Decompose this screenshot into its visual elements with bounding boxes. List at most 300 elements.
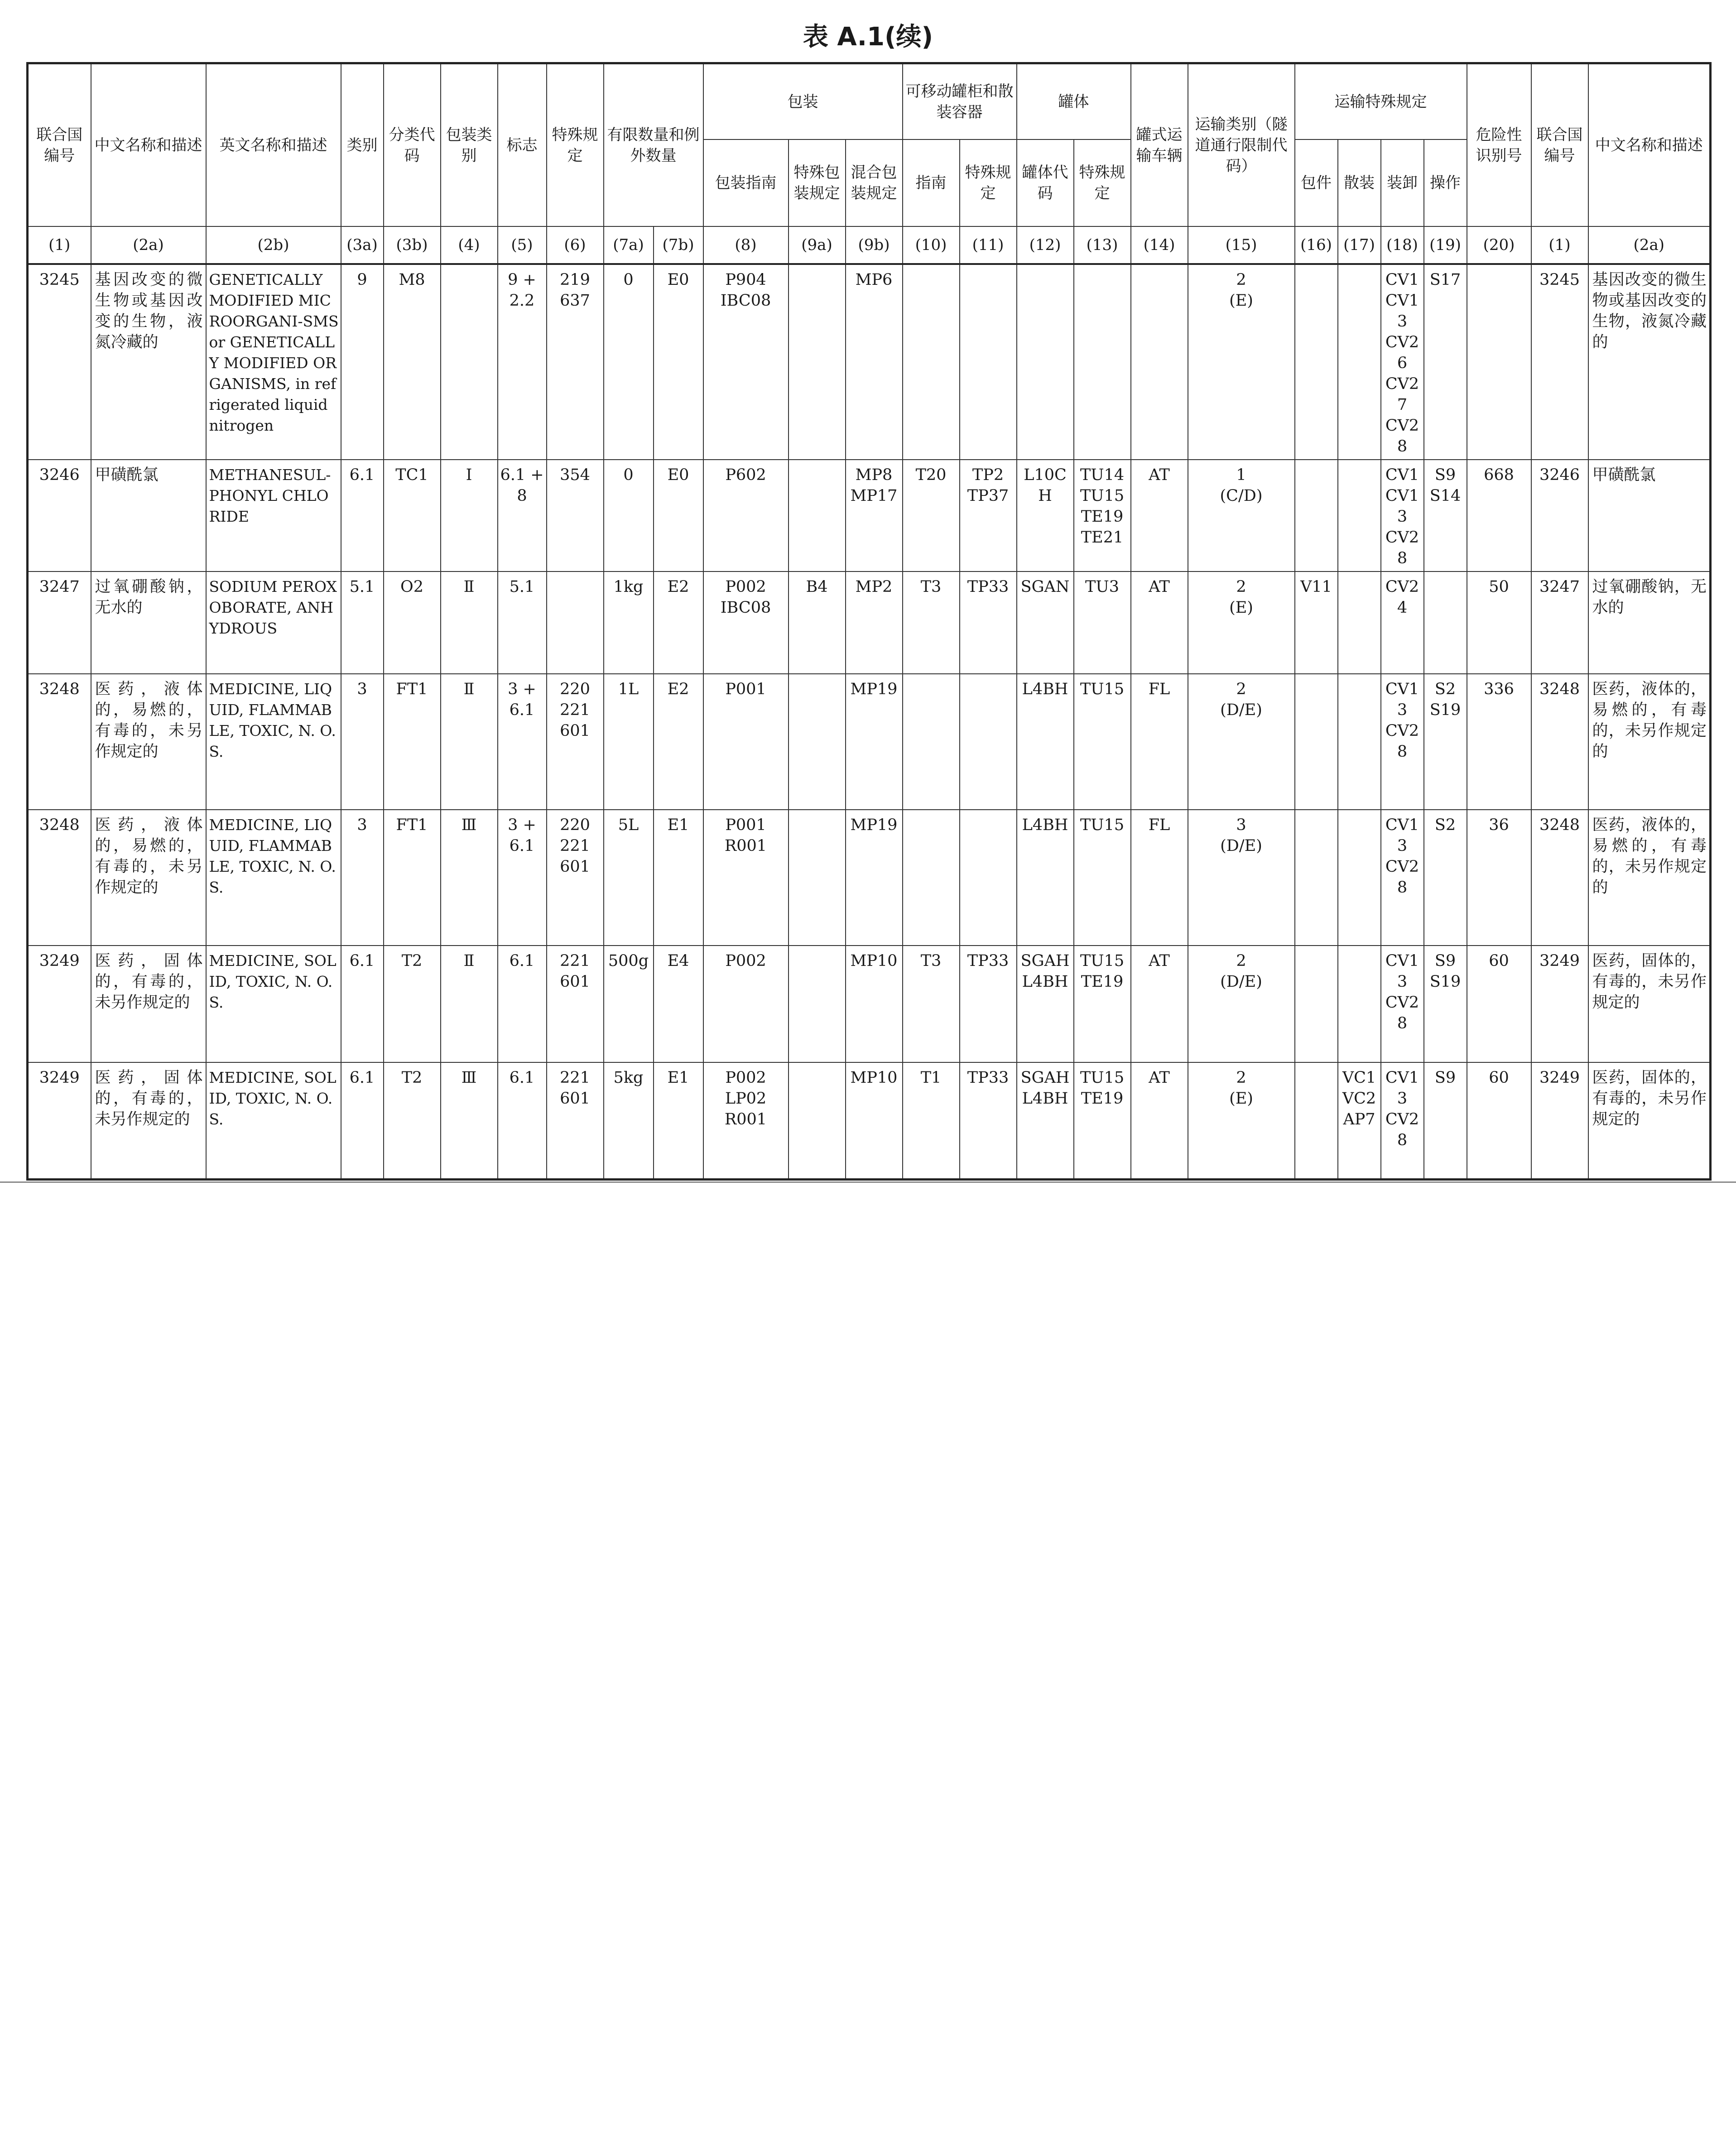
cell-packing-group [441, 571, 498, 674]
column-number-cell: (7b) [654, 226, 703, 264]
cell-line: 3 [1236, 816, 1246, 834]
cell-special-pkg [789, 1062, 846, 1179]
cell-line: 3249 [1539, 952, 1580, 970]
column-number-cell: (18) [1381, 226, 1424, 264]
column-number-cell: (2a) [91, 226, 206, 264]
cell-line: 5L [618, 816, 639, 834]
table-row [28, 460, 1711, 571]
cell-special-provisions [547, 460, 604, 571]
cell-line: 医药，液体的，易燃的，有毒的，未另作规定的 [1592, 680, 1707, 761]
cell-pt-special [960, 810, 1017, 946]
cell-special-provisions [547, 674, 604, 810]
cell-line: 医药，固体的，有毒的，未另作规定的 [95, 1069, 203, 1128]
cell-line: CV24 [1385, 578, 1419, 617]
column-number-cell: (3a) [341, 226, 384, 264]
cell-line: SGAH [1020, 1069, 1070, 1087]
cell-special-provisions [547, 810, 604, 946]
cell-tank-special [1074, 946, 1131, 1062]
cell-line: 医药，固体的，有毒的，未另作规定的 [1592, 952, 1707, 1012]
cell-line: 3247 [39, 578, 80, 596]
cell-special-provisions [547, 571, 604, 674]
cell-line: 6.1 [509, 1069, 535, 1087]
cell-line: 9 + 2.2 [508, 271, 536, 310]
cell-excepted-qty [654, 571, 703, 674]
cell-line: SGAH [1020, 952, 1070, 970]
cell-line: 3247 [1539, 578, 1580, 596]
cell-line: Ⅲ [461, 816, 477, 834]
cell-line: TE21 [1081, 528, 1124, 547]
cell-class [341, 571, 384, 674]
cell-tank-special [1074, 264, 1131, 460]
cell-pkg-instructions [703, 674, 789, 810]
header-ts-packages: 包件 [1295, 139, 1338, 226]
cell-line: 3 [357, 816, 367, 834]
cell-line: 过氧硼酸钠，无水的 [95, 578, 203, 617]
cell-excepted-qty [654, 674, 703, 810]
cell-line: 0 [623, 271, 634, 289]
cell-line: T20 [915, 466, 947, 484]
cell-line: MP17 [850, 487, 898, 505]
cell-line: P602 [725, 466, 766, 484]
cell-line: L4BH [1022, 973, 1068, 991]
cell-name-en [206, 810, 341, 946]
cell-ts-packages [1295, 460, 1338, 571]
cell-line: E0 [667, 466, 689, 484]
cell-packing-group [441, 264, 498, 460]
cell-tank-code [1017, 674, 1074, 810]
table-row [28, 1062, 1711, 1179]
cell-line: 2 [1236, 1069, 1246, 1087]
cell-line: FL [1148, 816, 1170, 834]
column-number-cell: (2b) [206, 226, 341, 264]
table-row [28, 571, 1711, 674]
table-title: 表 A.1(续) [803, 22, 933, 52]
cell-line: MEDICINE, SOLID, TOXIC, N. O. S. [209, 1069, 337, 1128]
header-limited-qty: 有限数量和例外数量 [604, 63, 703, 227]
cell-line: AP7 [1343, 1110, 1375, 1128]
cell-un-no-2 [1531, 1062, 1588, 1179]
cell-name-cn [91, 946, 206, 1062]
cell-ts-operation [1424, 674, 1467, 810]
cell-class [341, 460, 384, 571]
cell-ts-operation [1424, 460, 1467, 571]
cell-line: 6.1 [509, 952, 535, 970]
header-pt-instructions: 指南 [903, 139, 960, 226]
cell-class-code [384, 946, 441, 1062]
header-special-provisions: 特殊规定 [547, 63, 604, 227]
cell-line: VC1 [1342, 1069, 1376, 1087]
cell-limited-qty [604, 460, 654, 571]
cell-line: SODIUM PEROXOBORATE, ANHYDROUS [209, 578, 337, 637]
cell-line: CV28 [1385, 722, 1419, 761]
header-tank-special: 特殊规定 [1074, 139, 1131, 226]
cell-labels [498, 264, 547, 460]
header-name-cn: 中文名称和描述 [91, 63, 206, 227]
cell-line: S19 [1429, 973, 1461, 991]
cell-line: TU15 [1080, 816, 1125, 834]
cell-line: MP19 [850, 680, 898, 698]
cell-tank-vehicle [1131, 674, 1188, 810]
column-number-cell: (19) [1424, 226, 1467, 264]
cell-mixed-pkg [846, 1062, 903, 1179]
cell-line: T2 [401, 952, 423, 970]
cell-line: 医药，液体的，易燃的，有毒的，未另作规定的 [1592, 816, 1707, 897]
table-row [28, 674, 1711, 810]
cell-line: 1kg [613, 578, 644, 596]
column-number-cell: (2a) [1588, 226, 1711, 264]
cell-class-code [384, 674, 441, 810]
cell-line: 0 [623, 466, 634, 484]
cell-mixed-pkg [846, 674, 903, 810]
cell-line: CV13 [1385, 816, 1419, 855]
cell-line: MP10 [850, 1069, 898, 1087]
cell-name-cn-2 [1588, 810, 1711, 946]
cell-line: 医药，液体的，易燃的，有毒的，未另作规定的 [95, 680, 203, 761]
cell-line: M8 [399, 271, 425, 289]
cell-line: 601 [560, 722, 590, 740]
cell-line: E2 [667, 578, 689, 596]
cell-name-en [206, 674, 341, 810]
cell-line: AT [1149, 578, 1170, 596]
cell-line: 3249 [1539, 1069, 1580, 1087]
column-number-cell: (12) [1017, 226, 1074, 264]
cell-class-code [384, 264, 441, 460]
cell-name-cn [91, 810, 206, 946]
cell-packing-group [441, 1062, 498, 1179]
cell-name-en [206, 264, 341, 460]
cell-tank-vehicle [1131, 946, 1188, 1062]
header-pt-special: 特殊规定 [960, 139, 1017, 226]
cell-name-cn [91, 460, 206, 571]
cell-line: METHANESUL-PHONYL CHLORIDE [209, 466, 331, 525]
cell-class [341, 264, 384, 460]
cell-tank-code [1017, 810, 1074, 946]
cell-line: P002 [725, 952, 766, 970]
cell-tank-code [1017, 264, 1074, 460]
cell-line: E4 [667, 952, 689, 970]
cell-line: E0 [667, 271, 689, 289]
cell-line: 3249 [39, 952, 80, 970]
cell-class [341, 1062, 384, 1179]
cell-excepted-qty [654, 460, 703, 571]
cell-transport-category [1188, 946, 1295, 1062]
cell-name-cn-2 [1588, 460, 1711, 571]
cell-line: E2 [667, 680, 689, 698]
cell-line: P904 [725, 271, 766, 289]
cell-special-pkg [789, 946, 846, 1062]
cell-pt-instructions [903, 810, 960, 946]
cell-line: MEDICINE, LIQUID, FLAMMABLE, TOXIC, N. O. S. [209, 680, 336, 760]
cell-ts-bulk [1338, 571, 1381, 674]
cell-line: 甲磺酰氯 [1592, 466, 1656, 484]
cell-limited-qty [604, 810, 654, 946]
cell-line: 2 [1236, 680, 1246, 698]
cell-line: CV28 [1385, 417, 1419, 456]
cell-mixed-pkg [846, 460, 903, 571]
cell-line: 过氧硼酸钠，无水的 [1592, 578, 1707, 617]
cell-line: L4BH [1022, 1090, 1068, 1108]
cell-line: TU15 [1080, 952, 1125, 970]
cell-pt-instructions [903, 946, 960, 1062]
table-row [28, 810, 1711, 946]
cell-labels [498, 810, 547, 946]
column-number-row [28, 226, 1711, 264]
cell-line: 医药，液体的，易燃的，有毒的，未另作规定的 [95, 816, 203, 897]
cell-un-no [28, 460, 91, 571]
cell-line: 601 [560, 973, 590, 991]
cell-line: VC2 [1342, 1090, 1376, 1108]
cell-hazard-id [1467, 1062, 1531, 1179]
header-tank-code: 罐体代码 [1017, 139, 1074, 226]
header-labels: 标志 [498, 63, 547, 227]
cell-hazard-id [1467, 946, 1531, 1062]
column-number-cell: (17) [1338, 226, 1381, 264]
cell-pt-special [960, 571, 1017, 674]
cell-line: S19 [1429, 701, 1461, 719]
cell-hazard-id [1467, 264, 1531, 460]
cell-line: 6.1 [349, 466, 375, 484]
cell-line: CV1 [1385, 271, 1419, 289]
cell-line: CV28 [1385, 994, 1419, 1032]
dangerous-goods-table [26, 62, 1712, 1181]
cell-line: AT [1149, 952, 1170, 970]
cell-line: 3246 [1539, 466, 1580, 484]
cell-tank-special [1074, 1062, 1131, 1179]
cell-pt-special [960, 460, 1017, 571]
cell-labels [498, 946, 547, 1062]
cell-tank-code [1017, 571, 1074, 674]
cell-class-code [384, 571, 441, 674]
cell-class-code [384, 460, 441, 571]
cell-line: 2 [1236, 578, 1246, 596]
cell-pkg-instructions [703, 264, 789, 460]
header-packing-group: 包装类别 [441, 63, 498, 227]
cell-line: 2 [1236, 271, 1246, 289]
cell-ts-bulk [1338, 674, 1381, 810]
cell-ts-operation [1424, 1062, 1467, 1179]
cell-tank-vehicle [1131, 571, 1188, 674]
cell-line: 220 [560, 680, 590, 698]
column-number-cell: (3b) [384, 226, 441, 264]
cell-line: 60 [1489, 952, 1509, 970]
cell-line: 3248 [1539, 816, 1580, 834]
cell-class [341, 674, 384, 810]
cell-line: TE19 [1081, 973, 1124, 991]
cell-line: 3246 [39, 466, 80, 484]
cell-mixed-pkg [846, 571, 903, 674]
cell-line: O2 [400, 578, 423, 596]
cell-line: 601 [560, 1090, 590, 1108]
cell-ts-loading [1381, 571, 1424, 674]
cell-hazard-id [1467, 460, 1531, 571]
cell-name-cn [91, 264, 206, 460]
cell-un-no [28, 946, 91, 1062]
header-name-cn-2: 中文名称和描述 [1588, 63, 1711, 227]
cell-line: 637 [560, 292, 590, 310]
cell-transport-category [1188, 674, 1295, 810]
cell-line: LP02 [725, 1090, 767, 1108]
cell-special-pkg [789, 674, 846, 810]
cell-labels [498, 460, 547, 571]
cell-line: I [466, 466, 472, 484]
header-transport-special: 运输特殊规定 [1295, 63, 1467, 140]
cell-line: S17 [1429, 271, 1461, 289]
cell-limited-qty [604, 674, 654, 810]
cell-line: 3 [357, 680, 367, 698]
cell-line: GENETICALLY MODIFIED MICROORGANI-SMS or GENETICALLY MODIFIED ORGANISMS, in refrigerated liquid nitrogen [209, 271, 339, 434]
cell-ts-bulk [1338, 946, 1381, 1062]
cell-pkg-instructions [703, 460, 789, 571]
cell-line: 601 [560, 858, 590, 876]
cell-line: E1 [667, 816, 689, 834]
cell-class-code [384, 1062, 441, 1179]
header-un-no: 联合国编号 [28, 63, 91, 227]
cell-line: CV28 [1385, 1110, 1419, 1149]
cell-name-cn-2 [1588, 264, 1711, 460]
header-tanks: 罐体 [1017, 63, 1131, 140]
cell-name-cn-2 [1588, 946, 1711, 1062]
cell-transport-category [1188, 264, 1295, 460]
cell-line: CV13 [1385, 680, 1419, 719]
cell-line: (E) [1229, 292, 1253, 310]
cell-ts-operation [1424, 264, 1467, 460]
cell-limited-qty [604, 264, 654, 460]
cell-name-cn [91, 1062, 206, 1179]
cell-line: 336 [1484, 680, 1514, 698]
cell-line: TU15 [1080, 1069, 1125, 1087]
column-number-cell: (9a) [789, 226, 846, 264]
cell-line: 甲磺酰氯 [95, 466, 159, 484]
cell-line: (D/E) [1220, 837, 1262, 855]
cell-tank-vehicle [1131, 810, 1188, 946]
column-number-cell: (16) [1295, 226, 1338, 264]
cell-un-no-2 [1531, 810, 1588, 946]
cell-line: IBC08 [720, 292, 771, 310]
cell-line: Ⅲ [461, 1069, 477, 1087]
cell-line: 3245 [39, 271, 80, 289]
cell-tank-special [1074, 460, 1131, 571]
cell-labels [498, 1062, 547, 1179]
cell-special-provisions [547, 264, 604, 460]
cell-line: 6.1 [349, 1069, 375, 1087]
cell-line: 50 [1489, 578, 1509, 596]
cell-line: 3248 [39, 816, 80, 834]
cell-line: Ⅱ [463, 680, 475, 698]
cell-line: TU15 [1080, 680, 1125, 698]
cell-ts-operation [1424, 946, 1467, 1062]
cell-name-en [206, 460, 341, 571]
cell-tank-code [1017, 460, 1074, 571]
cell-line: 基因改变的微生物或基因改变的生物，液氮冷藏的 [95, 271, 203, 351]
cell-line: CV13 [1385, 487, 1419, 526]
cell-line: AT [1149, 1069, 1170, 1087]
cell-class [341, 946, 384, 1062]
cell-packing-group [441, 946, 498, 1062]
cell-line: TP33 [967, 578, 1009, 596]
header-transport-category: 运输类别（隧道通行限制代码） [1188, 63, 1295, 227]
cell-pt-special [960, 264, 1017, 460]
cell-class [341, 810, 384, 946]
column-number-cell: (20) [1467, 226, 1531, 264]
cell-line: P002 [725, 1069, 766, 1087]
cell-tank-vehicle [1131, 460, 1188, 571]
column-number-cell: (1) [28, 226, 91, 264]
cell-pt-instructions [903, 571, 960, 674]
cell-ts-operation [1424, 571, 1467, 674]
cell-line: 1 [1236, 466, 1246, 484]
cell-line: 221 [560, 837, 590, 855]
cell-line: P002 [725, 578, 766, 596]
cell-line: (D/E) [1220, 973, 1262, 991]
table-row [28, 264, 1711, 460]
cell-un-no [28, 571, 91, 674]
header-ts-bulk: 散装 [1338, 139, 1381, 226]
cell-line: Ⅱ [463, 952, 475, 970]
cell-tank-vehicle [1131, 264, 1188, 460]
cell-line: P001 [725, 816, 766, 834]
cell-ts-packages [1295, 810, 1338, 946]
cell-line: T2 [401, 1069, 423, 1087]
cell-line: (D/E) [1220, 701, 1262, 719]
cell-pt-instructions [903, 1062, 960, 1179]
column-number-cell: (14) [1131, 226, 1188, 264]
cell-line: TP37 [967, 487, 1009, 505]
cell-un-no [28, 674, 91, 810]
cell-line: 5.1 [349, 578, 375, 596]
cell-pt-special [960, 674, 1017, 810]
cell-limited-qty [604, 946, 654, 1062]
column-number-cell: (5) [498, 226, 547, 264]
cell-line: 3249 [39, 1069, 80, 1087]
cell-line: MEDICINE, LIQUID, FLAMMABLE, TOXIC, N. O. S. [209, 816, 336, 896]
header-class: 类别 [341, 63, 384, 227]
column-number-cell: (7a) [604, 226, 654, 264]
cell-ts-operation [1424, 810, 1467, 946]
cell-ts-bulk [1338, 1062, 1381, 1179]
cell-line: 5.1 [509, 578, 535, 596]
cell-un-no [28, 810, 91, 946]
cell-line: S9 [1434, 1069, 1456, 1087]
column-number-cell: (13) [1074, 226, 1131, 264]
header-row-1 [28, 63, 1711, 140]
header-un-no-2: 联合国编号 [1531, 63, 1588, 227]
cell-line: TE19 [1081, 508, 1124, 526]
cell-transport-category [1188, 460, 1295, 571]
table-row [28, 946, 1711, 1062]
cell-line: 5kg [613, 1069, 644, 1087]
cell-line: SGAN [1020, 578, 1070, 596]
cell-line: 668 [1484, 466, 1514, 484]
cell-pt-instructions [903, 264, 960, 460]
header-mixed-pkg: 混合包装规定 [846, 139, 903, 226]
cell-line: TU14 [1080, 466, 1125, 484]
cell-un-no [28, 1062, 91, 1179]
cell-packing-group [441, 460, 498, 571]
header-ts-operation: 操作 [1424, 139, 1467, 226]
cell-line: 3245 [1539, 271, 1580, 289]
cell-line: S9 [1434, 952, 1456, 970]
cell-line: FT1 [396, 680, 428, 698]
header-hazard-id: 危险性识别号 [1467, 63, 1531, 227]
header-ts-loading: 装卸 [1381, 139, 1424, 226]
cell-name-en [206, 946, 341, 1062]
cell-line: TU3 [1085, 578, 1120, 596]
cell-tank-vehicle [1131, 1062, 1188, 1179]
cell-pkg-instructions [703, 1062, 789, 1179]
cell-ts-loading [1381, 946, 1424, 1062]
cell-line: TE19 [1081, 1090, 1124, 1108]
cell-un-no-2 [1531, 946, 1588, 1062]
